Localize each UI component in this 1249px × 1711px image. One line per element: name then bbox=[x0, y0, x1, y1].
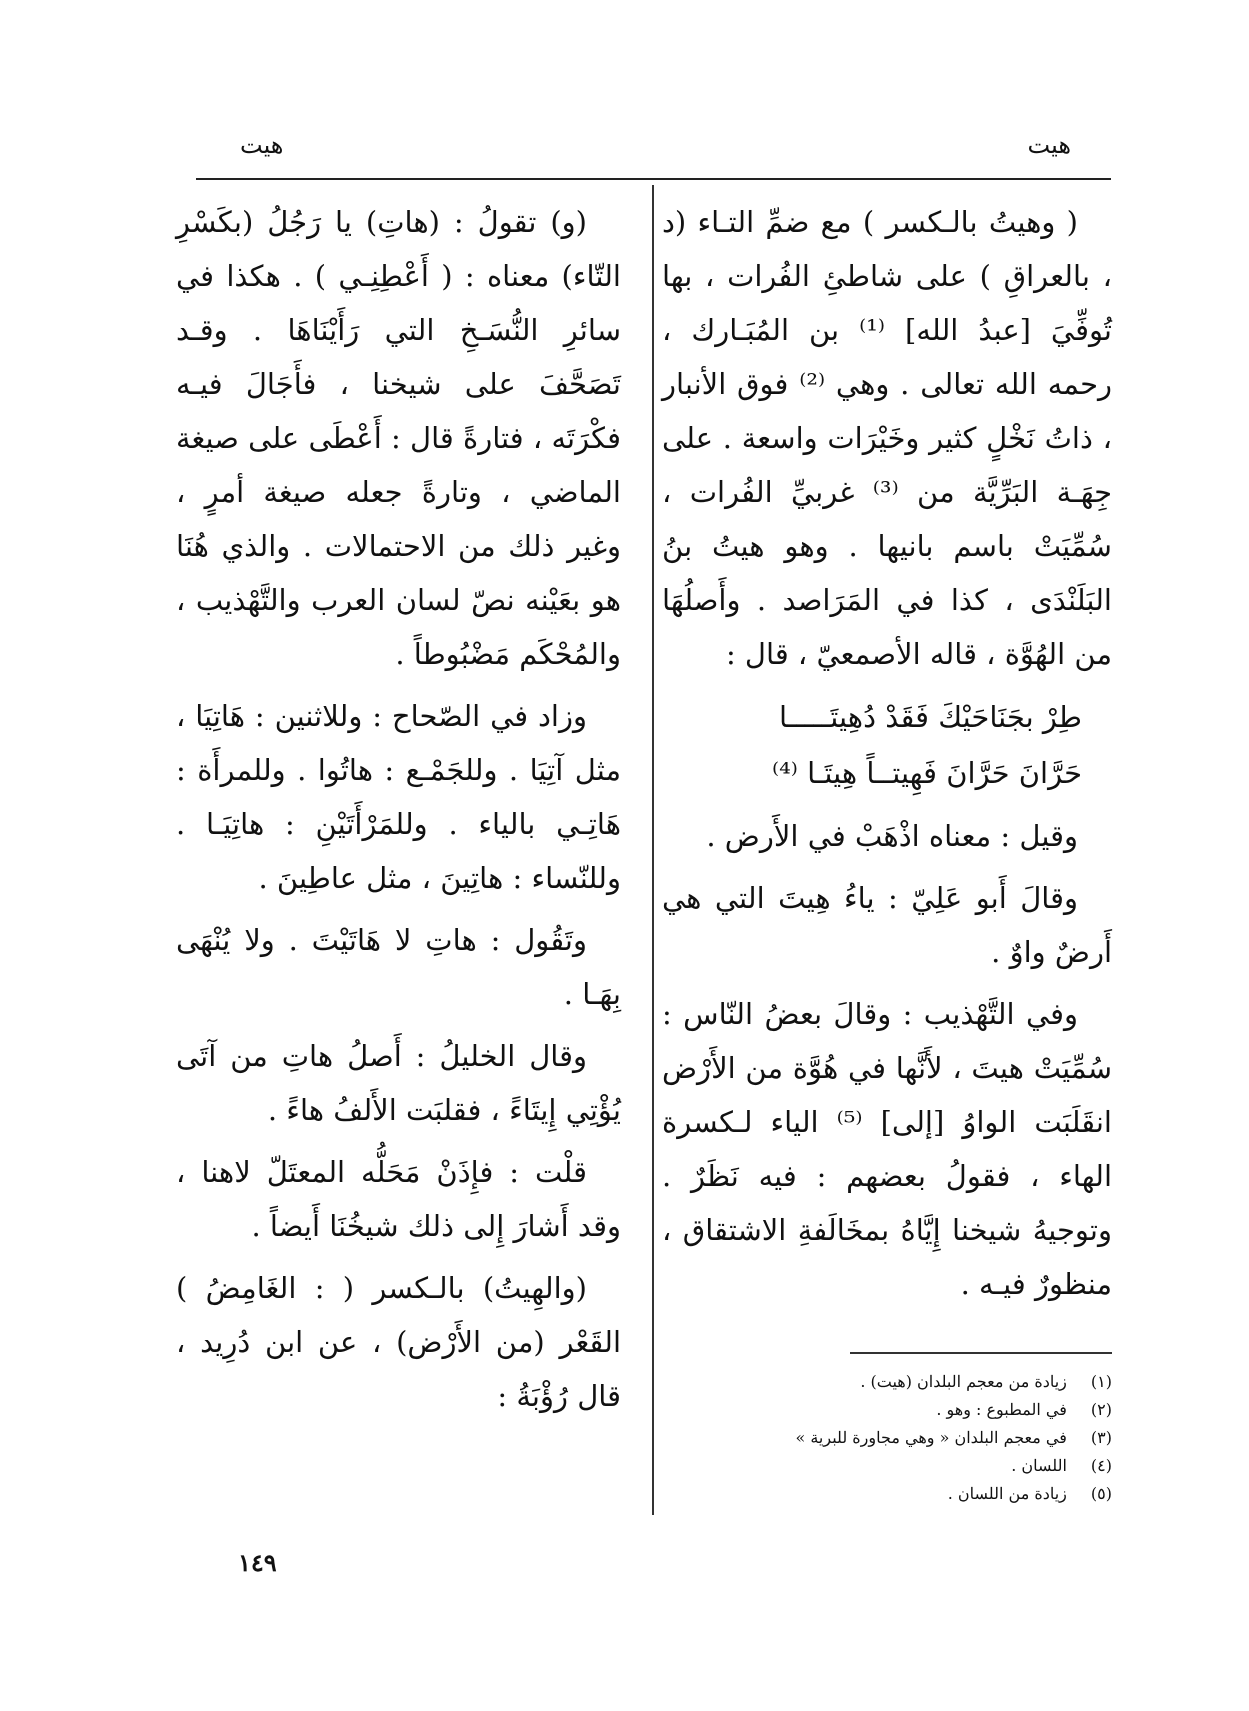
verse-line: طِرْ بجَنَاحَيْكَ فَقَدْ دُهِيتَـــــا bbox=[778, 700, 1082, 734]
paragraph: وقالَ أَبو عَلِيّ : ياءُ هِيتَ التي هي أَرضٌ واوٌ . bbox=[662, 881, 1112, 969]
footnote-number: (٢) bbox=[1090, 1400, 1112, 1419]
paragraph: وفي التَّهْذيب : وقالَ بعضُ النّاس : سُمِّيَتْ هيتَ ، لأَنَّها في هُوَّة من الأَرْض انقَلَبَت الواوُ [إلى] ⁽⁵⁾ الياء لـكسرة الهاء ، فقولُ بعضهم : فيه نَظَرٌ . وتوجيهُ شيخنا إِيَّاهُ بمخَالَفةِ الاشتقاق ، منظورٌ فيـه . bbox=[662, 997, 1113, 1301]
paragraph: وتَقُول : هاتِ لا هَاتَيْتَ . ولا يُنْهَى بِهَـا . bbox=[176, 923, 621, 1011]
column-divider bbox=[652, 185, 654, 1515]
paragraph: ( وهيتُ بالـكسر ) مع ضمِّ التـاء (د ، بالعراقِ ) على شاطئِ الفُرات ، بها تُوفِّيَ [عبدُ الله] ⁽¹⁾ بن المُبَـارك ، رحمه الله تعالى . وهي ⁽²⁾ فوق الأنبار ، ذاتُ نَخْلٍ كثير وخَيْرَات واسعة . على جِهَـة البَرِّيَّة من ⁽³⁾ غربيِّ الفُرات ، سُمِّيَتْ باسم بانيها . وهو هيتُ بنُ البَلَنْدَى ، كذا في المَرَاصد . وأَصلُهَا من الهُوَّة ، قاله الأصمعيّ ، قال : bbox=[662, 205, 1113, 671]
footnote bbox=[652, 1424, 1112, 1452]
footnote-number: (٥) bbox=[1090, 1484, 1112, 1503]
paragraph: (والهِيتُ) بالـكسر ( : الغَامِضُ ) القَعْر (من الأَرْض) ، عن ابن دُرِيد ، قال رُؤْبَةُ : bbox=[176, 1271, 621, 1413]
footnote-text: زيادة من اللسان . bbox=[947, 1484, 1067, 1503]
footnote-text: في معجم البلدان « وهي مجاورة للبرية » bbox=[795, 1428, 1067, 1447]
footnote bbox=[652, 1396, 1112, 1424]
footnotes bbox=[652, 1368, 1112, 1508]
footnote bbox=[652, 1368, 1112, 1396]
paragraph: وقال الخليلُ : أَصلُ هاتِ من آتَى يُؤْتِي إِيتَاءً ، فقلبَت الأَلفُ هاءً . bbox=[176, 1039, 621, 1127]
footnote bbox=[652, 1480, 1112, 1508]
footnote-number: (٣) bbox=[1090, 1428, 1112, 1447]
right-column bbox=[662, 195, 1112, 1319]
header-rule bbox=[196, 178, 1111, 180]
paragraph: (و) تقولُ : (هاتِ) يا رَجُلُ (بكَسْرِ التّاء) معناه : ( أَعْطِنِـي ) . هكذا في سائرِ النُّسَـخِ التي رَأَيْنَاهَا . وقـد تَصَحَّفَ على شيخنا ، فأَجَالَ فيـه فكْرَتَه ، فتارةً قال : أَعْطَى على صيغة الماضي ، وتارةً جعله صيغة أمرٍ ، وغير ذلك من الاحتمالات . والذي هُنَا هو بعَيْنه نصّ لسان العرب والتَّهْذيب ، والمُحْكَم مَضْبُوطاً . bbox=[176, 205, 621, 671]
footnote-text: في المطبوع : وهو . bbox=[936, 1400, 1067, 1419]
verse-line: حَرَّانَ حَرَّانَ فَهِيتــاً هِيتَـا ⁽⁴⁾ bbox=[771, 756, 1082, 790]
footnote-number: (٤) bbox=[1090, 1456, 1112, 1475]
left-column bbox=[176, 195, 621, 1431]
paragraph: وزاد في الصّحاح : وللاثنين : هَاتِيَا ، مثل آتِيَا . وللجَمْـع : هاتُوا . وللمرأَة : هَاتِـي بالياء . وللمَرْأَتَيْنِ : هاتِيَـا . وللنّساء : هاتِينَ ، مثل عاطِينَ . bbox=[176, 699, 621, 895]
paragraph: قلْت : فإِذَنْ مَحَلُّه المعتَلّ لاهنا ، وقد أَشارَ إِلى ذلك شيخُنَا أَيضاً . bbox=[176, 1155, 621, 1243]
footnote-text: زيادة من معجم البلدان (هيت) . bbox=[860, 1372, 1067, 1391]
footnote-rule bbox=[850, 1352, 1112, 1354]
footnote-number: (١) bbox=[1090, 1372, 1112, 1391]
running-header-left: هيت bbox=[240, 131, 284, 159]
verse bbox=[662, 689, 1112, 801]
footnote-text: اللسان . bbox=[1011, 1456, 1067, 1475]
paragraph: وقيل : معناه اذْهَبْ في الأَرض . bbox=[706, 819, 1078, 853]
running-header-right: هيت bbox=[1027, 131, 1071, 159]
page-number: ١٤٩ bbox=[238, 1548, 277, 1577]
footnote bbox=[652, 1452, 1112, 1480]
